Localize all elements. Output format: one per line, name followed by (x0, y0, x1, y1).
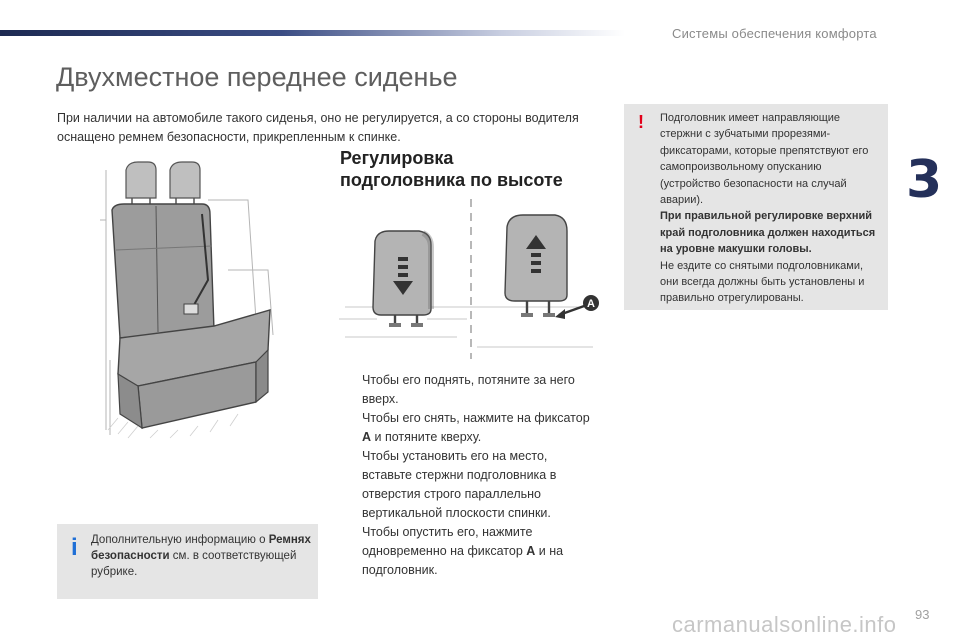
info-box (57, 524, 318, 599)
step-text: Чтобы опустить его, нажмите одновременно на фиксатор (362, 525, 533, 558)
step-bold-marker: A (362, 430, 372, 444)
warning-text-1: Подголовник имеет направляющие стержни с зубчатыми прорезями-фиксаторами, которые препятствуют его самопроизвольному опусканию (устройство безопасности на случай аварии). (660, 112, 869, 207)
warning-box (624, 104, 888, 310)
watermark: carmanualsonline.info (672, 612, 897, 637)
info-icon: i (71, 534, 78, 561)
seat-illustration (98, 160, 316, 440)
page-number: 93 (915, 607, 930, 622)
step-text: Чтобы его поднять, потяните за него вверх. (362, 373, 575, 406)
list-item (342, 523, 592, 580)
adjustment-steps-list (342, 371, 592, 580)
page-title: Двухместное переднее сиденье (56, 62, 458, 92)
section-title (340, 147, 590, 191)
header-accent-bar (0, 30, 625, 36)
list-item (342, 447, 592, 523)
step-text: и потяните кверху. (371, 430, 482, 444)
warning-text (660, 110, 882, 307)
fixator-marker-label: A (587, 298, 595, 310)
headrest-adjustment-illustration (337, 197, 603, 359)
step-text: Чтобы установить его на место, вставьте стержни подголовника в отверстия строго параллельно вертикальной плоскости спинки. (362, 449, 557, 520)
chapter-number: 3 (906, 150, 943, 210)
step-text: и на подголовник. (362, 544, 564, 577)
step-text: Чтобы его снять, нажмите на фиксатор (362, 411, 590, 425)
list-item (342, 371, 592, 409)
warning-icon: ! (638, 112, 644, 132)
info-text-after: см. в соответствующей рубрике. (91, 550, 297, 578)
info-text-before: Дополнительную информацию о (91, 534, 269, 546)
header-section-title: Системы обеспечения комфорта (672, 26, 877, 41)
info-link-text: Ремнях безопасности (91, 534, 311, 562)
warning-bold-text: При правильной регулировке верхний край подголовника должен находиться на уровне макушки головы. (660, 210, 876, 256)
info-text (91, 532, 311, 580)
intro-paragraph: При наличии на автомобиле такого сиденья, оно не регулируется, а со стороны водителя оснащено ремнем безопасности, прикрепленным к спинке. (57, 111, 579, 144)
step-bold-marker: A (526, 544, 536, 558)
section-title-line-2: подголовника по высоте (340, 170, 563, 190)
warning-text-2: Не ездите со снятыми подголовниками, они всегда должны быть установлены и правильно отрегулированы. (660, 259, 865, 305)
section-title-line-1: Регулировка (340, 148, 454, 168)
list-item (342, 409, 592, 447)
